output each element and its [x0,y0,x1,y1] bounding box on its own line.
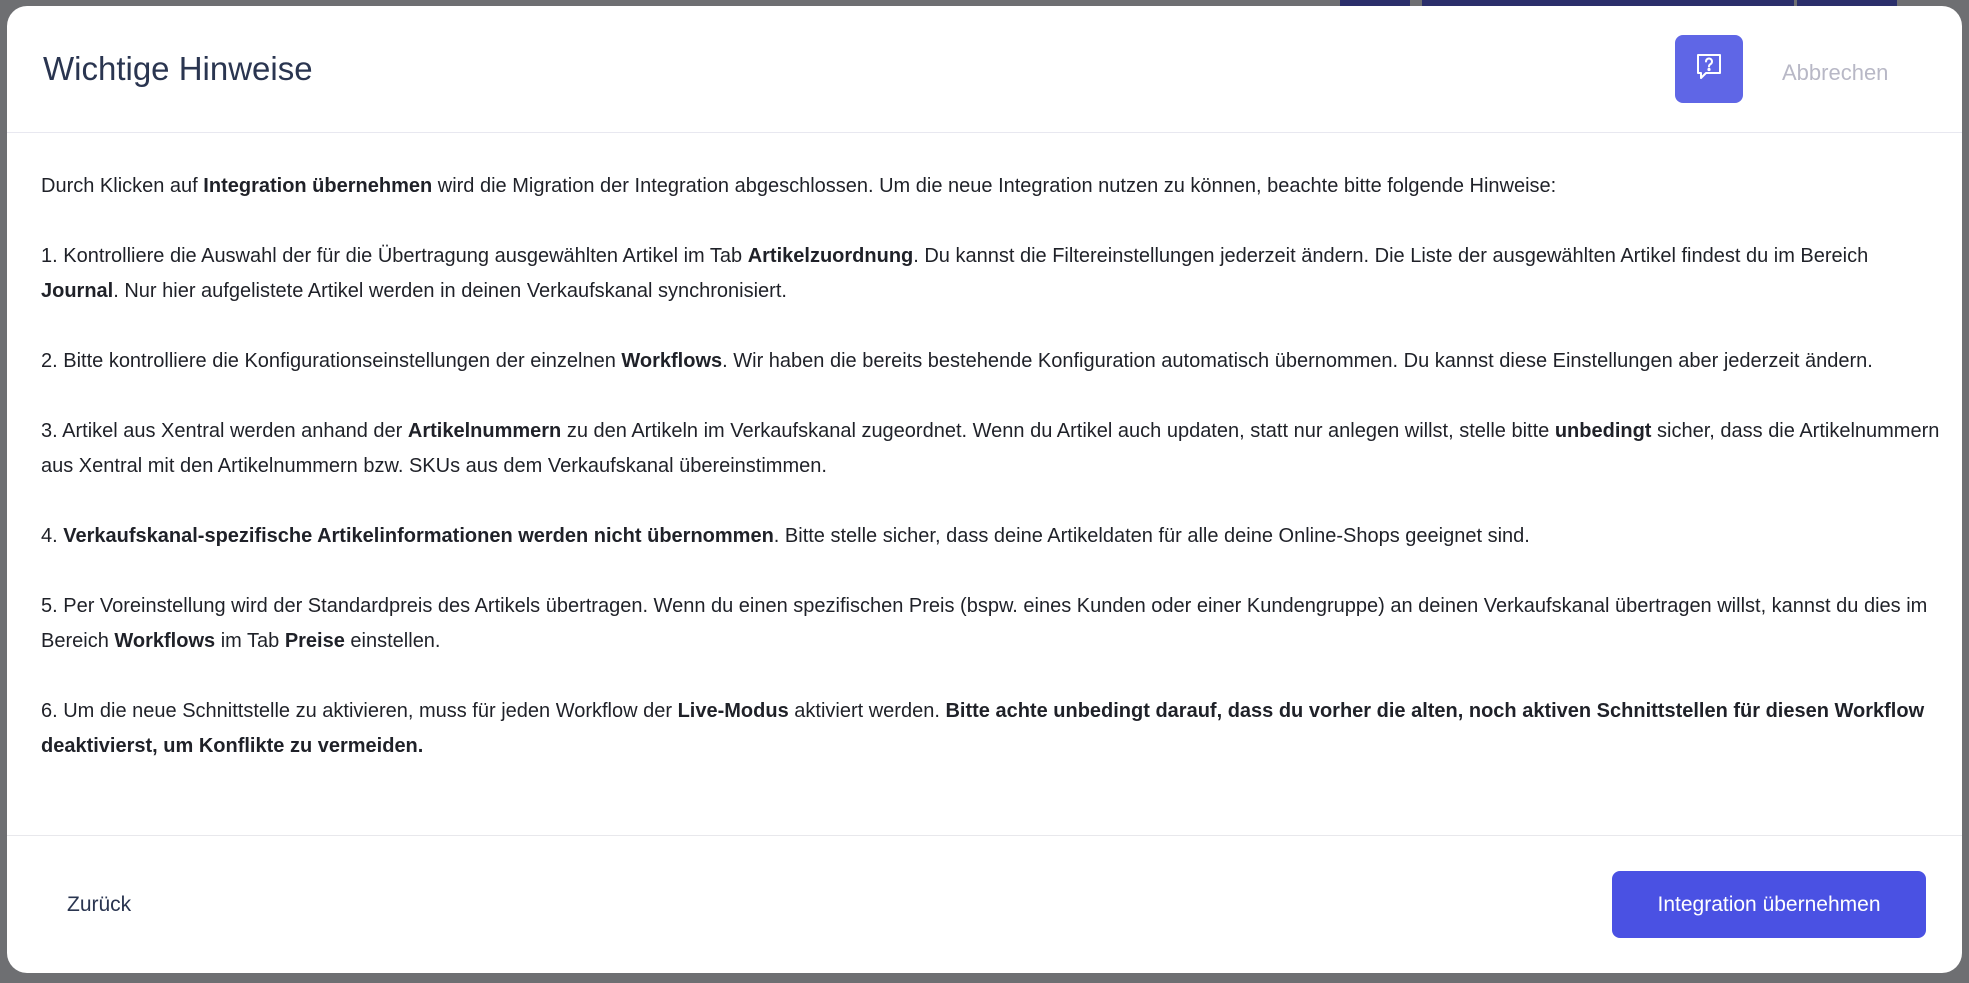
text: . Nur hier aufgelistete Artikel werden in deinen Verkaufskanal synchronisiert. [113,280,787,302]
bold-text: Workflows [621,350,723,372]
text: . Du kannst die Filtereinstellungen jederzeit ändern. Die Liste der ausgewählten Artikel findest du im Bereich [913,245,1869,267]
confirm-integration-button[interactable]: Integration übernehmen [1612,871,1926,938]
text: wird die Migration der Integration abgeschlossen. Um die neue Integration nutzen zu können, beachte bitte folgende Hinweise: [432,175,1557,197]
text: zu den Artikeln im Verkaufskanal zugeordnet. Wenn du Artikel auch updaten, statt nur anlegen willst, stelle bitte [561,420,1555,442]
cancel-button[interactable]: Abbrechen [1782,60,1889,85]
text: 2. Bitte kontrolliere die Konfigurationseinstellungen der einzelnen [41,350,622,372]
bold-text: Artikelnummern [407,420,562,442]
note-3 [41,414,1946,484]
text: Durch Klicken auf [41,175,204,197]
bold-text: unbedingt [1554,420,1652,442]
bold-text: Verkaufskanal-spezifische Artikelinformationen werden nicht übernommen [63,525,774,547]
text: einstellen. [344,630,441,652]
text: 5. Per Voreinstellung wird der Standardpreis des Artikels übertragen. Wenn du einen spezifischen Preis (bspw. eines Kunden oder einer Kundengruppe) an deinen Verkaufskanal übertragen willst, kannst du dies im Bereich [41,595,1928,652]
dialog-body [41,169,1946,799]
bold-text: Integration übernehmen [203,175,433,197]
text: 4. [41,525,64,547]
text: 1. Kontrolliere die Auswahl der für die Übertragung ausgewählten Artikel im Tab [41,245,748,267]
bold-text: Workflows [114,630,216,652]
note-1 [41,239,1946,309]
text: 3. Artikel aus Xentral werden anhand der [41,420,408,442]
text: . Bitte stelle sicher, dass deine Artikeldaten für alle deine Online-Shops geeignet sind. [773,525,1530,547]
help-button[interactable] [1675,35,1743,103]
dialog-header [7,6,1962,133]
back-button[interactable]: Zurück [67,893,132,916]
intro-paragraph [41,169,1946,204]
text: sicher, dass die Artikelnummern aus Xentral mit den Artikelnummern bzw. SKUs aus dem Verkaufskanal übereinstimmen. [41,420,1940,477]
text: im Tab [215,630,285,652]
note-2 [41,344,1946,379]
bold-text: Live-Modus [677,700,789,722]
important-notes-dialog [7,6,1962,973]
bold-text: Preise [284,630,345,652]
bold-text: Bitte achte unbedingt darauf, dass du vorher die alten, noch aktiven Schnittstellen für diesen Workflow deaktivierst, um Konflikte zu vermeiden. [41,700,1925,757]
text: 6. Um die neue Schnittstelle zu aktivieren, muss für jeden Workflow der [41,700,678,722]
note-5 [41,589,1946,659]
footer-divider [7,835,1962,836]
help-chat-icon [1693,51,1725,88]
note-6 [41,694,1946,764]
text: . Wir haben die bereits bestehende Konfiguration automatisch übernommen. Du kannst diese Einstellungen aber jederzeit ändern. [722,350,1873,372]
bold-text: Journal [41,280,114,302]
bold-text: Artikelzuordnung [747,245,914,267]
text: aktiviert werden. [788,700,946,722]
note-4 [41,519,1946,554]
dialog-title: Wichtige Hinweise [43,50,313,87]
